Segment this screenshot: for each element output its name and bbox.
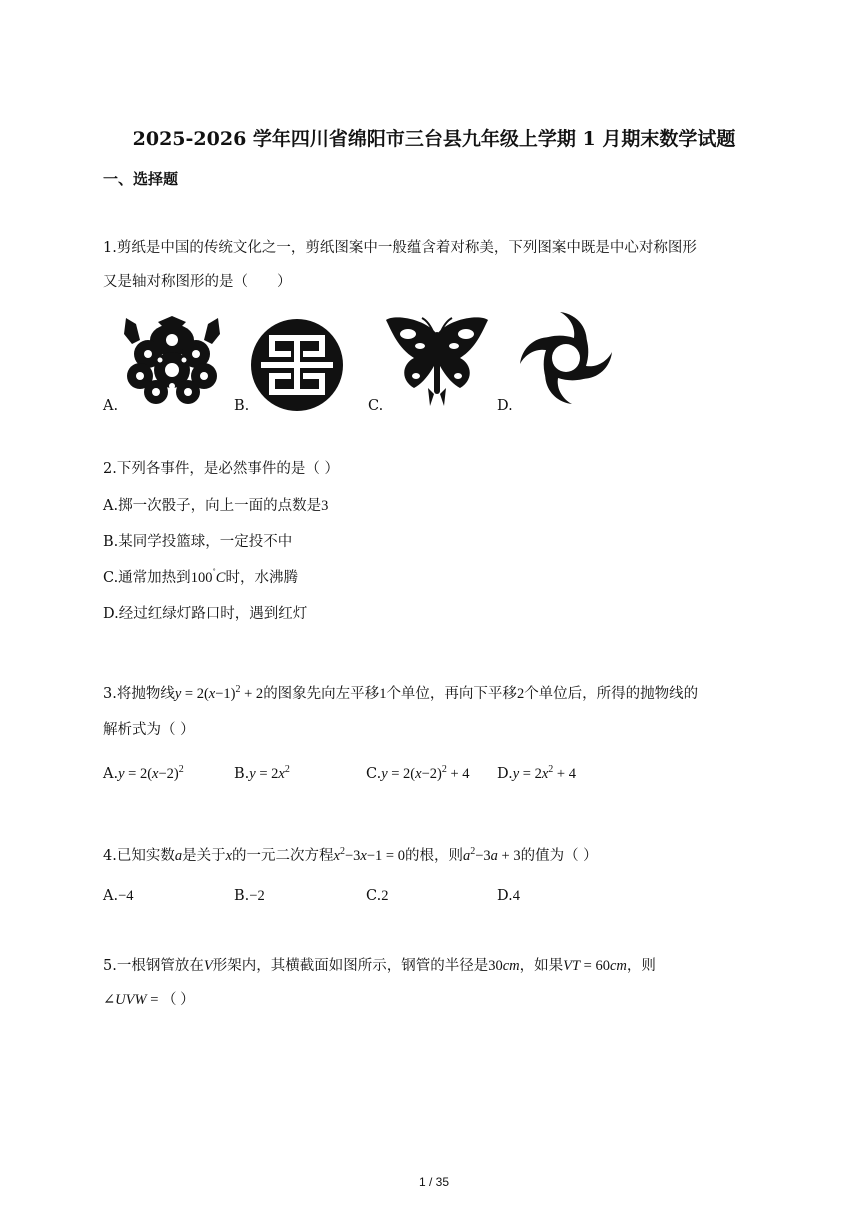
page-title: 2025-2026 学年四川省绵阳市三台县九年级上学期 1 月期末数学试题 [132, 128, 736, 150]
question-1-option-c: C. [368, 398, 384, 414]
question-5-line-2: ∠UVW = （ ） [103, 992, 195, 1008]
question-4-option-b: B.−2 [234, 888, 265, 904]
question-4-option-d: D.4 [497, 888, 520, 904]
question-1-line-1: 1.剪纸是中国的传统文化之一，剪纸图案中一般蕴含着对称美，下列图案中既是中心对称图形 [103, 240, 697, 256]
question-2-option-a: A.掷一次骰子，向上一面的点数是3 [103, 498, 329, 514]
question-1-line-2: 又是轴对称图形的是（ ） [103, 274, 292, 290]
question-4-option-c: C.2 [366, 888, 389, 904]
question-2-stem: 2.下列各事件，是必然事件的是（ ） [103, 461, 339, 477]
question-3-line-1: 3.将抛物线$y = 2(x-1)^2 + 2$的图象先向左平移1个单位，再向下平移2个单位后，所得的抛物线的 [103, 684, 699, 702]
question-1-option-b: B. [234, 398, 250, 414]
question-4-option-a: A.−4 [103, 888, 134, 904]
question-2-option-c: C.通常加热到100˚C时，水沸腾 [103, 568, 298, 586]
question-5-line-1: 5.一根钢管放在V形架内，其横截面如图所示，钢管的半径是30cm，如果VT = 60cm，则 [103, 958, 656, 974]
section-heading: 一、选择题 [103, 170, 179, 188]
question-3-line-2: 解析式为（ ） [103, 722, 195, 738]
question-2-option-d: D.经过红绿灯路口时，遇到红灯 [103, 606, 308, 622]
butterfly-figure [384, 314, 490, 410]
question-3-option-c: $C.y = 2(x-2)^2 + 4$ [366, 764, 470, 782]
question-3-option-d: $D.y = 2x^2 + 4$ [497, 764, 576, 782]
question-3-option-a: $A.y = 2(x-2)^2$ [103, 764, 184, 782]
question-4-stem: 4.已知实数a是关于x的一元二次方程$x^2-3x-1 = 0$的根，则$a^2-3a + 3$的值为（ ） [103, 846, 598, 864]
question-2-option-b: B.某同学投篮球，一定投不中 [103, 534, 293, 550]
question-1-option-d: D. [497, 398, 513, 414]
rotational-pattern-figure [516, 308, 616, 408]
question-3-option-b: $B.y = 2x^2$ [234, 764, 290, 782]
page-number: 1 / 35 [418, 1175, 450, 1189]
question-1-option-a: A. [103, 398, 119, 414]
papercut-ornament-figure [118, 314, 226, 406]
circular-symbol-figure [250, 318, 344, 412]
